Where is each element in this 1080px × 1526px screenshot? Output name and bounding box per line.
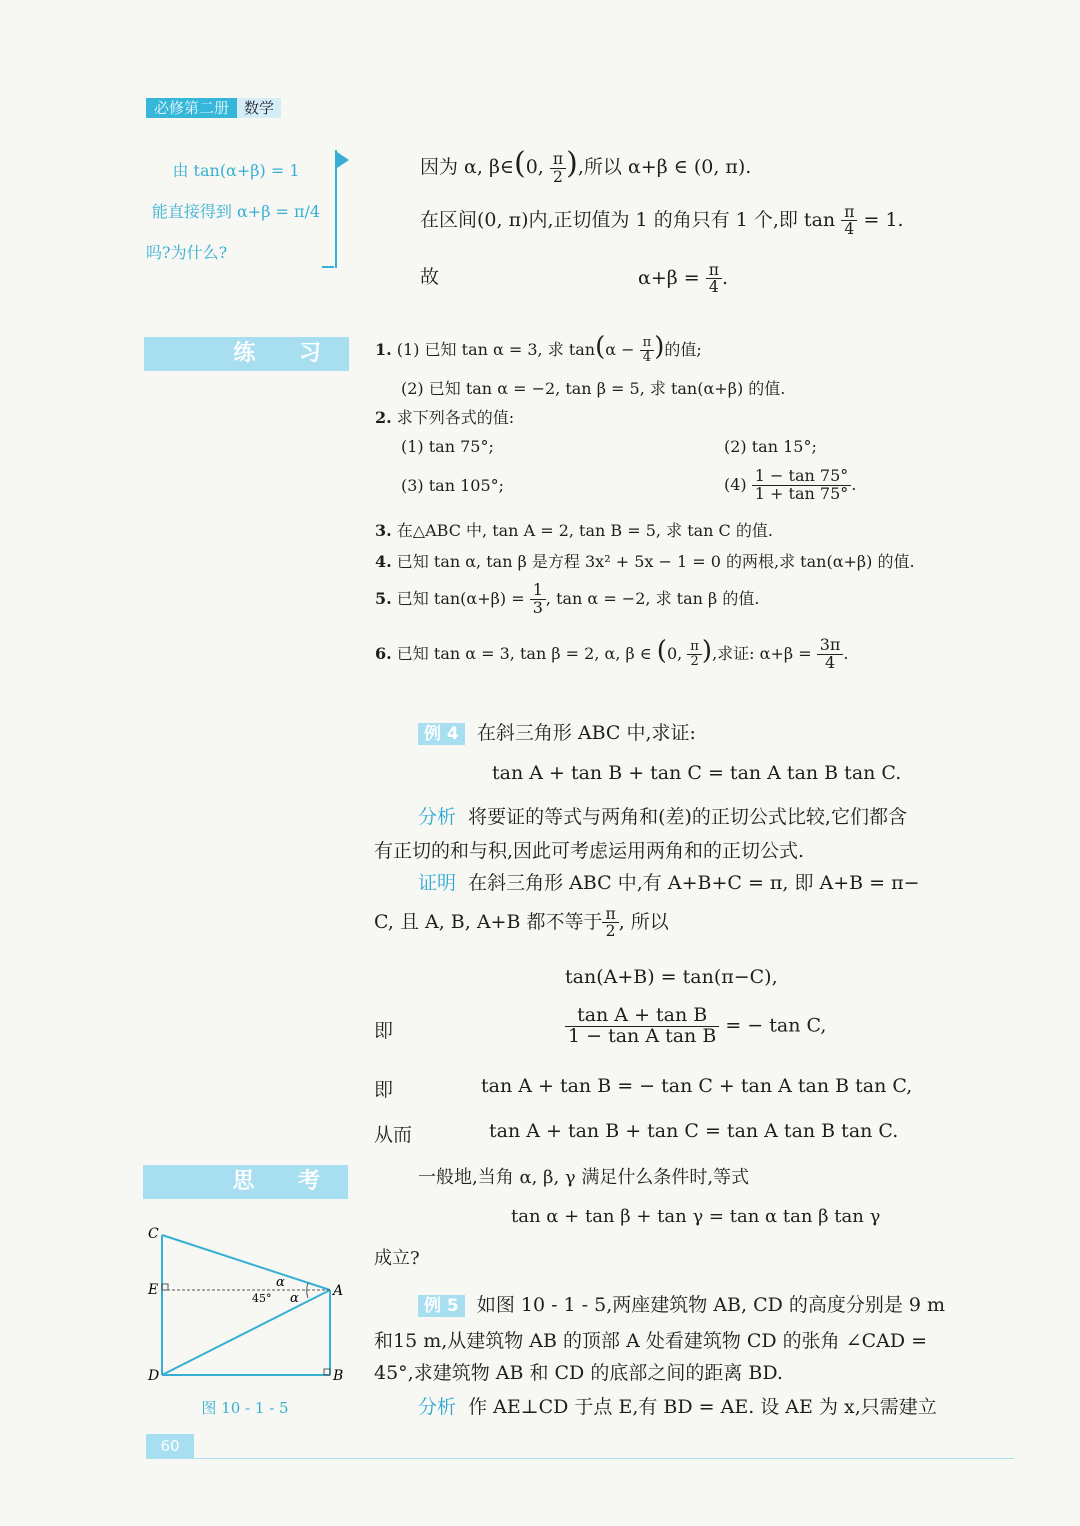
label-a: A — [333, 1283, 344, 1299]
example5-heading: 例 5 如图 10 - 1 - 5,两座建筑物 AB, CD 的高度分别是 9 m — [418, 1290, 945, 1317]
example4-conger: 从而 — [374, 1124, 413, 1146]
running-header — [146, 98, 281, 118]
example5-line2: 和15 m,从建筑物 AB 的顶部 A 处看建筑物 CD 的张角 ∠CAD = — [374, 1330, 928, 1352]
exercise-2: 2. 求下列各式的值: — [375, 408, 515, 427]
example4-heading: 例 4 在斜三角形 ABC 中,求证: — [418, 718, 696, 745]
proof-line-1: 因为 α, β∈(0, $\frac{\pi}{2}$ ),所以 α+β ∈ (0, π). — [420, 146, 752, 186]
example4-tag: 例 4 — [418, 723, 465, 745]
think-band: 思 考 — [143, 1165, 348, 1199]
exercise-2-3: (3) tan 105°; — [401, 476, 505, 495]
exercise-band: 练 习 — [144, 337, 349, 371]
example4-analysis: 分析 将要证的等式与两角和(差)的正切公式比较,它们都含 — [418, 806, 907, 828]
think-line-1: 一般地,当角 α, β, γ 满足什么条件时,等式 — [418, 1167, 750, 1188]
figure-caption: 图 10 - 1 - 5 — [201, 1399, 289, 1417]
proof-line-2: 在区间(0, π)内,正切值为 1 的角只有 1 个,即 tan $\frac{\pi}{4}$ = 1. — [420, 203, 904, 239]
example5-tag: 例 5 — [418, 1295, 465, 1317]
exercise-3: 3. 在△ABC 中, tan A = 2, tan B = 5, 求 tan C 的值. — [375, 521, 773, 540]
label-45: 45° — [252, 1292, 272, 1305]
label-e: E — [148, 1282, 159, 1298]
proof-line-3: 故 — [420, 266, 440, 288]
figure-10-1-5 — [140, 1220, 350, 1395]
exercise-2-4: (4) $\frac{1 - \tan 75^\circ}{1 + \tan 75^\circ}$ . — [724, 466, 857, 503]
label-c: C — [148, 1226, 159, 1242]
example4-eq2: $\frac{\text{tan A + tan B}}{\text{1 − tan A tan B}}$ = − tan C, — [565, 1006, 826, 1047]
exercise-4: 4. 已知 tan α, tan β 是方程 3x² + 5x − 1 = 0 的两根,求 tan(α+β) 的值. — [375, 552, 915, 571]
margin-bracket-bottom — [322, 266, 334, 268]
example4-proof: 证明 在斜三角形 ABC 中,有 A+B+C = π, 即 A+B = π− — [418, 872, 920, 894]
margin-note — [146, 150, 326, 273]
think-formula: tan α + tan β + tan γ = tan α tan β tan γ — [511, 1206, 881, 1227]
book-title: 必修第二册 — [146, 98, 237, 118]
margin-note-line3: 吗?为什么? — [146, 243, 228, 262]
exercise-2-1: (1) tan 75°; — [401, 437, 494, 456]
example4-eq4: tan A + tan B + tan C = tan A tan B tan C. — [489, 1120, 899, 1142]
subject-label: 数学 — [237, 98, 281, 118]
label-alpha-1: α — [276, 1275, 285, 1290]
exercise-6: 6. 已知 tan α = 3, tan β = 2, α, β ∈ (0, $\frac{\pi}{2}$ ),求证: α+β = $\frac{3\pi}{4}$ . — [375, 635, 849, 672]
margin-note-line2: 能直接得到 α+β = π/4 — [151, 202, 321, 221]
example5-line3: 45°,求建筑物 AB 和 CD 的底部之间的距离 BD. — [374, 1362, 783, 1384]
exercise-5: 5. 已知 tan(α+β) = $\frac{1}{3}$ , tan α = −2, 求 tan β 的值. — [375, 580, 760, 617]
example5-analysis: 分析 作 AE⊥CD 于点 E,有 BD = AE. 设 AE 为 x,只需建立 — [418, 1396, 937, 1418]
label-alpha-2: α — [290, 1291, 299, 1306]
think-line-3: 成立? — [374, 1248, 420, 1269]
example4-eq1: tan(A+B) = tan(π−C), — [565, 966, 778, 988]
page-number: 60 — [146, 1434, 194, 1458]
proof-line-3-formula: α+β = $\frac{\pi}{4}$ . — [638, 261, 729, 297]
segment-ca — [162, 1235, 330, 1290]
exercise-2-2: (2) tan 15°; — [724, 437, 817, 456]
margin-arrow-icon — [337, 152, 349, 168]
footer-rule — [146, 1458, 1014, 1459]
segment-da — [162, 1290, 330, 1375]
margin-note-line1: 由 tan(α+β) = 1 — [172, 161, 300, 180]
exercise-1-2: (2) 已知 tan α = −2, tan β = 5, 求 tan(α+β) 的值. — [401, 379, 786, 398]
example4-eq3: tan A + tan B = − tan C + tan A tan B tan C, — [481, 1075, 913, 1097]
label-d: D — [148, 1368, 160, 1384]
example4-proof-2: C, 且 A, B, A+B 都不等于 $\frac{\pi}{2}$ , 所以 — [374, 905, 669, 941]
example4-formula: tan A + tan B + tan C = tan A tan B tan C. — [492, 762, 902, 784]
exercise-1: 1. (1) 已知 tan α = 3, 求 tan(α − $\frac{\pi}{4}$ )的值; — [375, 332, 702, 365]
example4-ji1: 即 — [374, 1020, 394, 1042]
example4-ji2: 即 — [374, 1079, 394, 1101]
label-b: B — [333, 1368, 344, 1384]
example4-analysis-2: 有正切的和与积,因此可考虑运用两角和的正切公式. — [374, 840, 805, 862]
